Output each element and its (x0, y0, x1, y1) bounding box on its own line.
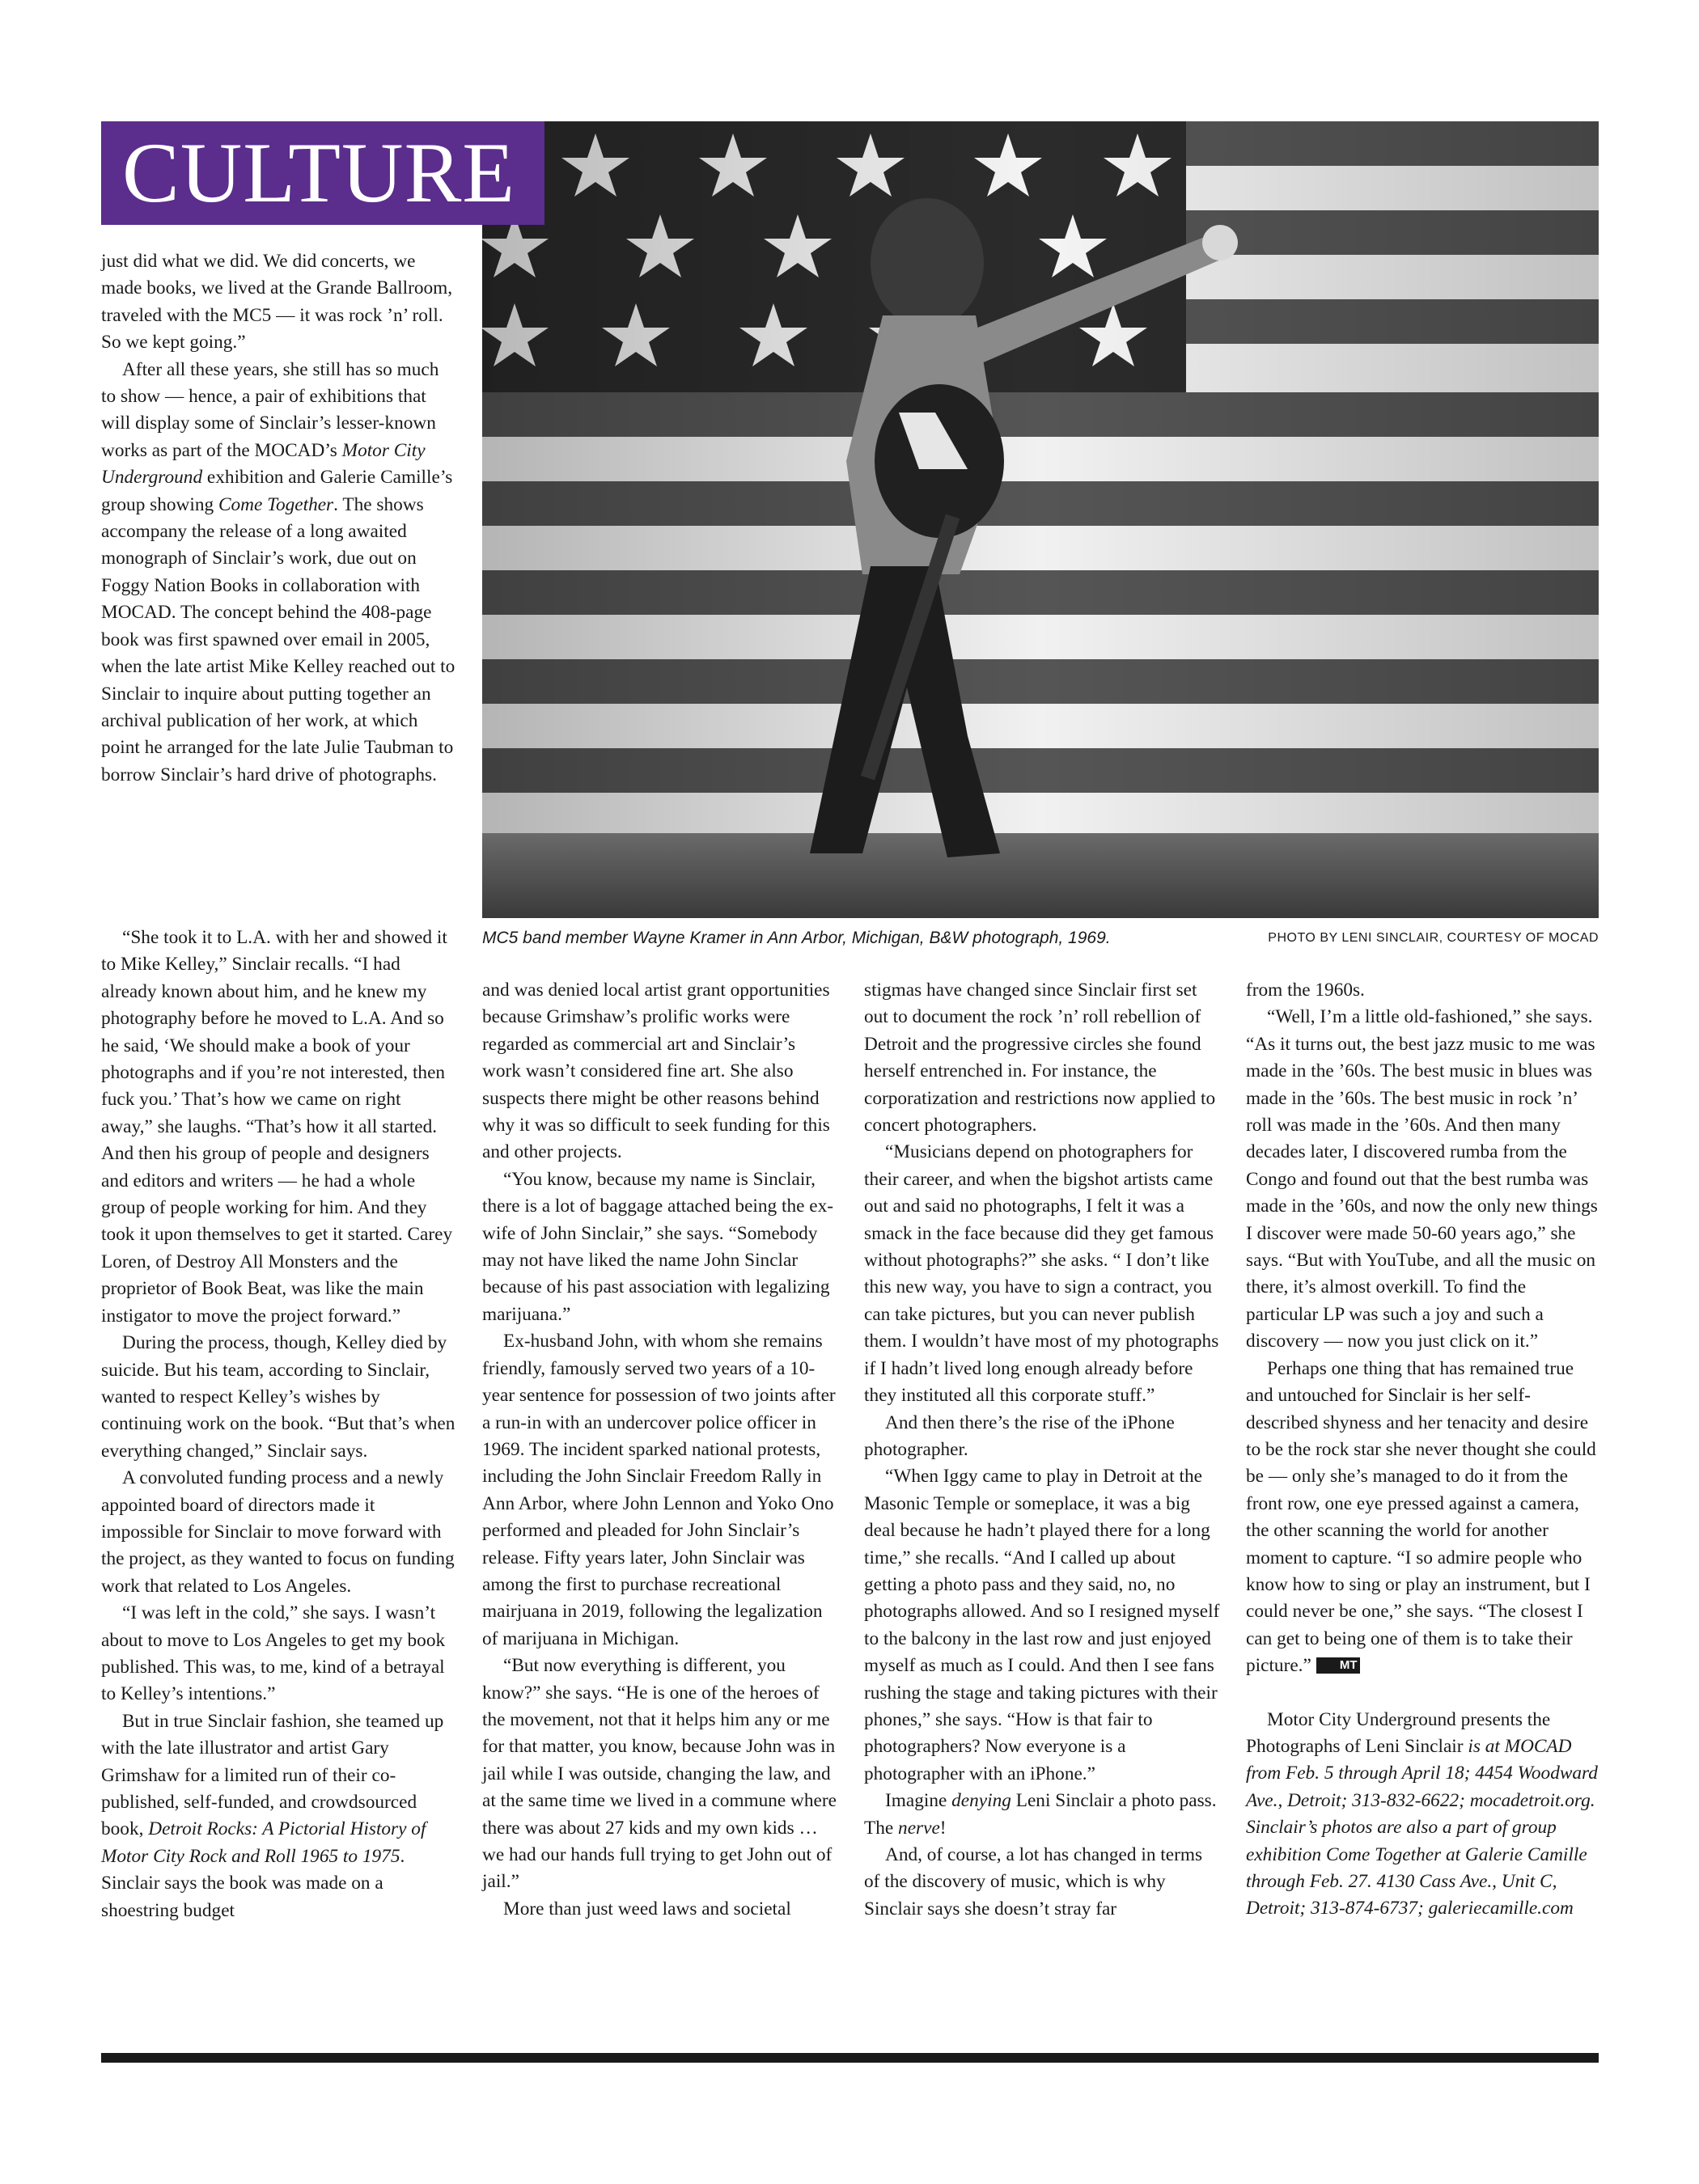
article-paragraph (101, 925, 457, 1330)
paragraph-text: exhibition and Galerie Camille’s group showing (101, 467, 453, 515)
article-paragraph (1246, 1707, 1599, 1923)
photo-caption (482, 929, 1599, 953)
paragraph-text: . Sinclair says the book was made on a shoestring budget (101, 1845, 405, 1921)
article-paragraph (864, 1842, 1220, 1923)
article-paragraph (101, 248, 457, 357)
article-paragraph (101, 357, 457, 789)
italic-text: denying (951, 1790, 1011, 1812)
paragraph-text: from the 1960s. (1246, 980, 1365, 1001)
paragraph-text: “You know, because my name is Sinclair, there is a lot of baggage attached being the ex-wife of John Sinclair,” she says. “Somebody may not have liked the name John Sinclar because of his past association with legalizing marijuana.” (482, 1168, 834, 1325)
paragraph-text: During the process, though, Kelley died by suicide. But his team, according to Sinclair, wanted to respect Kelley’s wishes by continuing work on the book. “But that’s when everything changed,” Sinclair says. (101, 1332, 455, 1462)
italic-text: is at MOCAD from Feb. 5 through April 18; 4454 Woodward Ave., Detroit; 313-832-6622; mocadetroit.org. Sinclair’s photos are also a part of group exhibition Come Together at Galerie Camille through Feb. 27. 4130 Cass Ave., Unit C, Detroit; 313-874-6737; galeriecamille.com (1246, 1735, 1598, 1919)
paragraph-text: Leni Sinclair a photo pass. The (864, 1790, 1217, 1839)
paragraph-text: And then there’s the rise of the iPhone photographer. (864, 1412, 1175, 1460)
article-column-4 (1246, 977, 1599, 1923)
article-column-3 (864, 977, 1220, 1923)
article-paragraph (1246, 1356, 1599, 1680)
paragraph-text: Ex-husband John, with whom she remains friendly, famously served two years of a 10-year sentence for possession of two joints after a run-in with an undercover police officer in 1969. The incident sparked national protests, including the John Sinclair Freedom Rally in Ann Arbor, where John Lennon and Yoko Ono performed and pleaded for John Sinclair’s release. Fifty years later, John Sinclair was among the first to purchase recreational mairjuana in 2019, following the legalization of marijuana in Michigan. (482, 1331, 836, 1649)
italic-text: Motor City Underground (101, 439, 426, 489)
paragraph-text: “She took it to L.A. with her and showed it to Mike Kelley,” Sinclair recalls. “I had already known about him, and he knew my photography before he moved to L.A. And so he said, ‘We should make a book of your photographs and if you’re not interested, then fuck you.’ That’s how we came on right away,” she laughs. “That’s how it all started. And then his group of people and designers and editors and writers — he had a whole group of people working for him. And they took it upon themselves to get it started. Carey Loren, of Destroy All Monsters and the proprietor of Book Beat, was like the main instigator to move the project forward.” (101, 927, 453, 1327)
article-paragraph (864, 1463, 1220, 1788)
bottom-rule (101, 2053, 1599, 2063)
paragraph-text: “But now everything is different, you know?” she says. “He is one of the heroes of the movement, not that it helps him any or me for that matter, you know, because John was in jail while I was outside, changing the law, and at the same time we lived in a commune where there was about 27 kids and my own kids … we had our hands full trying to get John out of jail.” (482, 1655, 837, 1893)
article-paragraph (482, 1653, 838, 1896)
section-label: CULTURE (101, 121, 544, 225)
paragraph-text: ! (939, 1817, 947, 1839)
paragraph-text: and was denied local artist grant opportunities because Grimshaw’s prolific works were regarded as commercial art and Sinclair’s work wasn’t considered fine art. She also suspects there might be other reasons behind why it was so difficult to seek funding for this and other projects. (482, 980, 830, 1163)
italic-text: Come Together (218, 493, 334, 515)
paragraph-text: “Well, I’m a little old-fashioned,” she says. “As it turns out, the best jazz music to me was made in the ’60s. The best music in blues was made in the ’60s. The best music in rock ’n’ roll was made in the ’60s. And then many decades later, I discovered rumba from the Congo and found out that the best rumba was made in the ’60s, and now the only new things I discover were made 50-60 years ago,” she says. “But with YouTube, and all the music on there, it’s almost overkill. To find the particular LP was such a joy and such a discovery — now you just click on it.” (1246, 1006, 1598, 1352)
article-paragraph (1246, 1004, 1599, 1355)
paragraph-text: stigmas have changed since Sinclair first set out to document the rock ’n’ roll rebellion of Detroit and the progressive circles she found herself entrenched in. For instance, the corporatization and restrictions now applied to concert photographers. (864, 980, 1216, 1136)
end-mark-icon: MT (1316, 1657, 1360, 1674)
article-paragraph (864, 1788, 1220, 1842)
article-paragraph (482, 1166, 838, 1328)
article-column-1-bottom (101, 925, 457, 1924)
paragraph-text: Motor City Underground presents the Photographs of Leni Sinclair (1246, 1708, 1551, 1757)
paragraph-text: But in true Sinclair fashion, she teamed up with the late illustrator and artist Gary Grimshaw for a limited run of their co-published, self-funded, and crowdsourced book, (101, 1710, 444, 1840)
article-column-1-top (101, 248, 457, 789)
paragraph-text: More than just weed laws and societal (503, 1898, 791, 1919)
article-paragraph (101, 1330, 457, 1465)
article-paragraph (482, 1896, 838, 1923)
article-paragraph (864, 977, 1220, 1139)
article-paragraph (864, 1410, 1220, 1464)
article-paragraph (101, 1600, 457, 1708)
paragraph-text: “I was left in the cold,” she says. I wasn’t about to move to Los Angeles to get my book published. This was, to me, kind of a betrayal to Kelley’s intentions.” (101, 1602, 446, 1705)
article-column-2 (482, 977, 838, 1923)
paragraph-text: And, of course, a lot has changed in terms of the discovery of music, which is why Sinclair says she doesn’t stray far (864, 1844, 1203, 1919)
paragraph-text: just did what we did. We did concerts, we made books, we lived at the Grande Ballroom, traveled with the MC5 — it was rock ’n’ roll. So we kept going.” (101, 251, 453, 353)
article-paragraph (482, 1328, 838, 1653)
paragraph-text: After all these years, she still has so much to show — hence, a pair of exhibitions that will display some of Sinclair’s lesser-known works as part of the MOCAD’s (101, 358, 439, 461)
article-paragraph (1246, 977, 1599, 1004)
article-paragraph (101, 1465, 457, 1600)
article-paragraph (482, 977, 838, 1166)
paragraph-text: . The shows accompany the release of a long awaited monograph of Sinclair’s work, due out on Foggy Nation Books in collaboration with MOCAD. The concept behind the 408-page book was first spawned over email in 2005, when the late artist Mike Kelley reached out to Sinclair to inquire about putting together an archival publication of her work, at which point he arranged for the late Julie Taubman to borrow Sinclair’s hard drive of photographs. (101, 493, 455, 785)
paragraph-text: A convoluted funding process and a newly appointed board of directors made it impossible for Sinclair to move forward with the project, as they wanted to focus on funding work that related to Los Angeles. (101, 1467, 455, 1597)
paragraph-spacer (1246, 1680, 1599, 1707)
photo-credit: PHOTO BY LENI SINCLAIR, COURTESY OF MOCAD (1268, 931, 1599, 945)
article-paragraph (864, 1139, 1220, 1409)
feature-photo (482, 121, 1599, 918)
paragraph-text: Perhaps one thing that has remained true and untouched for Sinclair is her self-described shyness and her tenacity and desire to be the rock star she never thought she could be — only she’s managed to do it from the front row, one eye pressed against a camera, the other scanning the world for another moment to capture. “I so admire people who know how to sing or play an instrument, but I could never be one,” she says. “The closest I can get to being one of them is to take their picture.” (1246, 1357, 1596, 1677)
paragraph-text: “Musicians depend on photographers for their career, and when the bigshot artists came out and said no photographs, I felt it was a smack in the face because did they get famous without photographs?” she asks. “ I don’t like this new way, you have to sign a contract, you can take pictures, but you can never publish them. I wouldn’t have most of my photographs if I hadn’t lived long enough already before they instituted all this corporate stuff.” (864, 1141, 1219, 1407)
italic-text: nerve (898, 1817, 940, 1839)
italic-text: Detroit Rocks: A Pictorial History of Motor City Rock and Roll 1965 to 1975 (101, 1818, 426, 1867)
article-paragraph (101, 1708, 457, 1924)
floor (482, 833, 1599, 918)
caption-text: MC5 band member Wayne Kramer in Ann Arbor, Michigan, B&W photograph, 1969. (482, 929, 1111, 947)
photo-mc5-wayne-kramer (482, 121, 1599, 918)
paragraph-text: “When Iggy came to play in Detroit at the Masonic Temple or someplace, it was a big deal because he hadn’t played there for a long time,” she recalls. “And I called up about getting a photo pass and they said, no, no photographs allowed. And so I resigned myself to the balcony in the last row and just enjoyed myself as much as I could. And then I see fans rushing the stage and taking pictures with their phones,” she says. “How is that fair to photographers? Now everyone is a photographer with an iPhone.” (864, 1466, 1220, 1784)
paragraph-text: Imagine (885, 1790, 952, 1812)
